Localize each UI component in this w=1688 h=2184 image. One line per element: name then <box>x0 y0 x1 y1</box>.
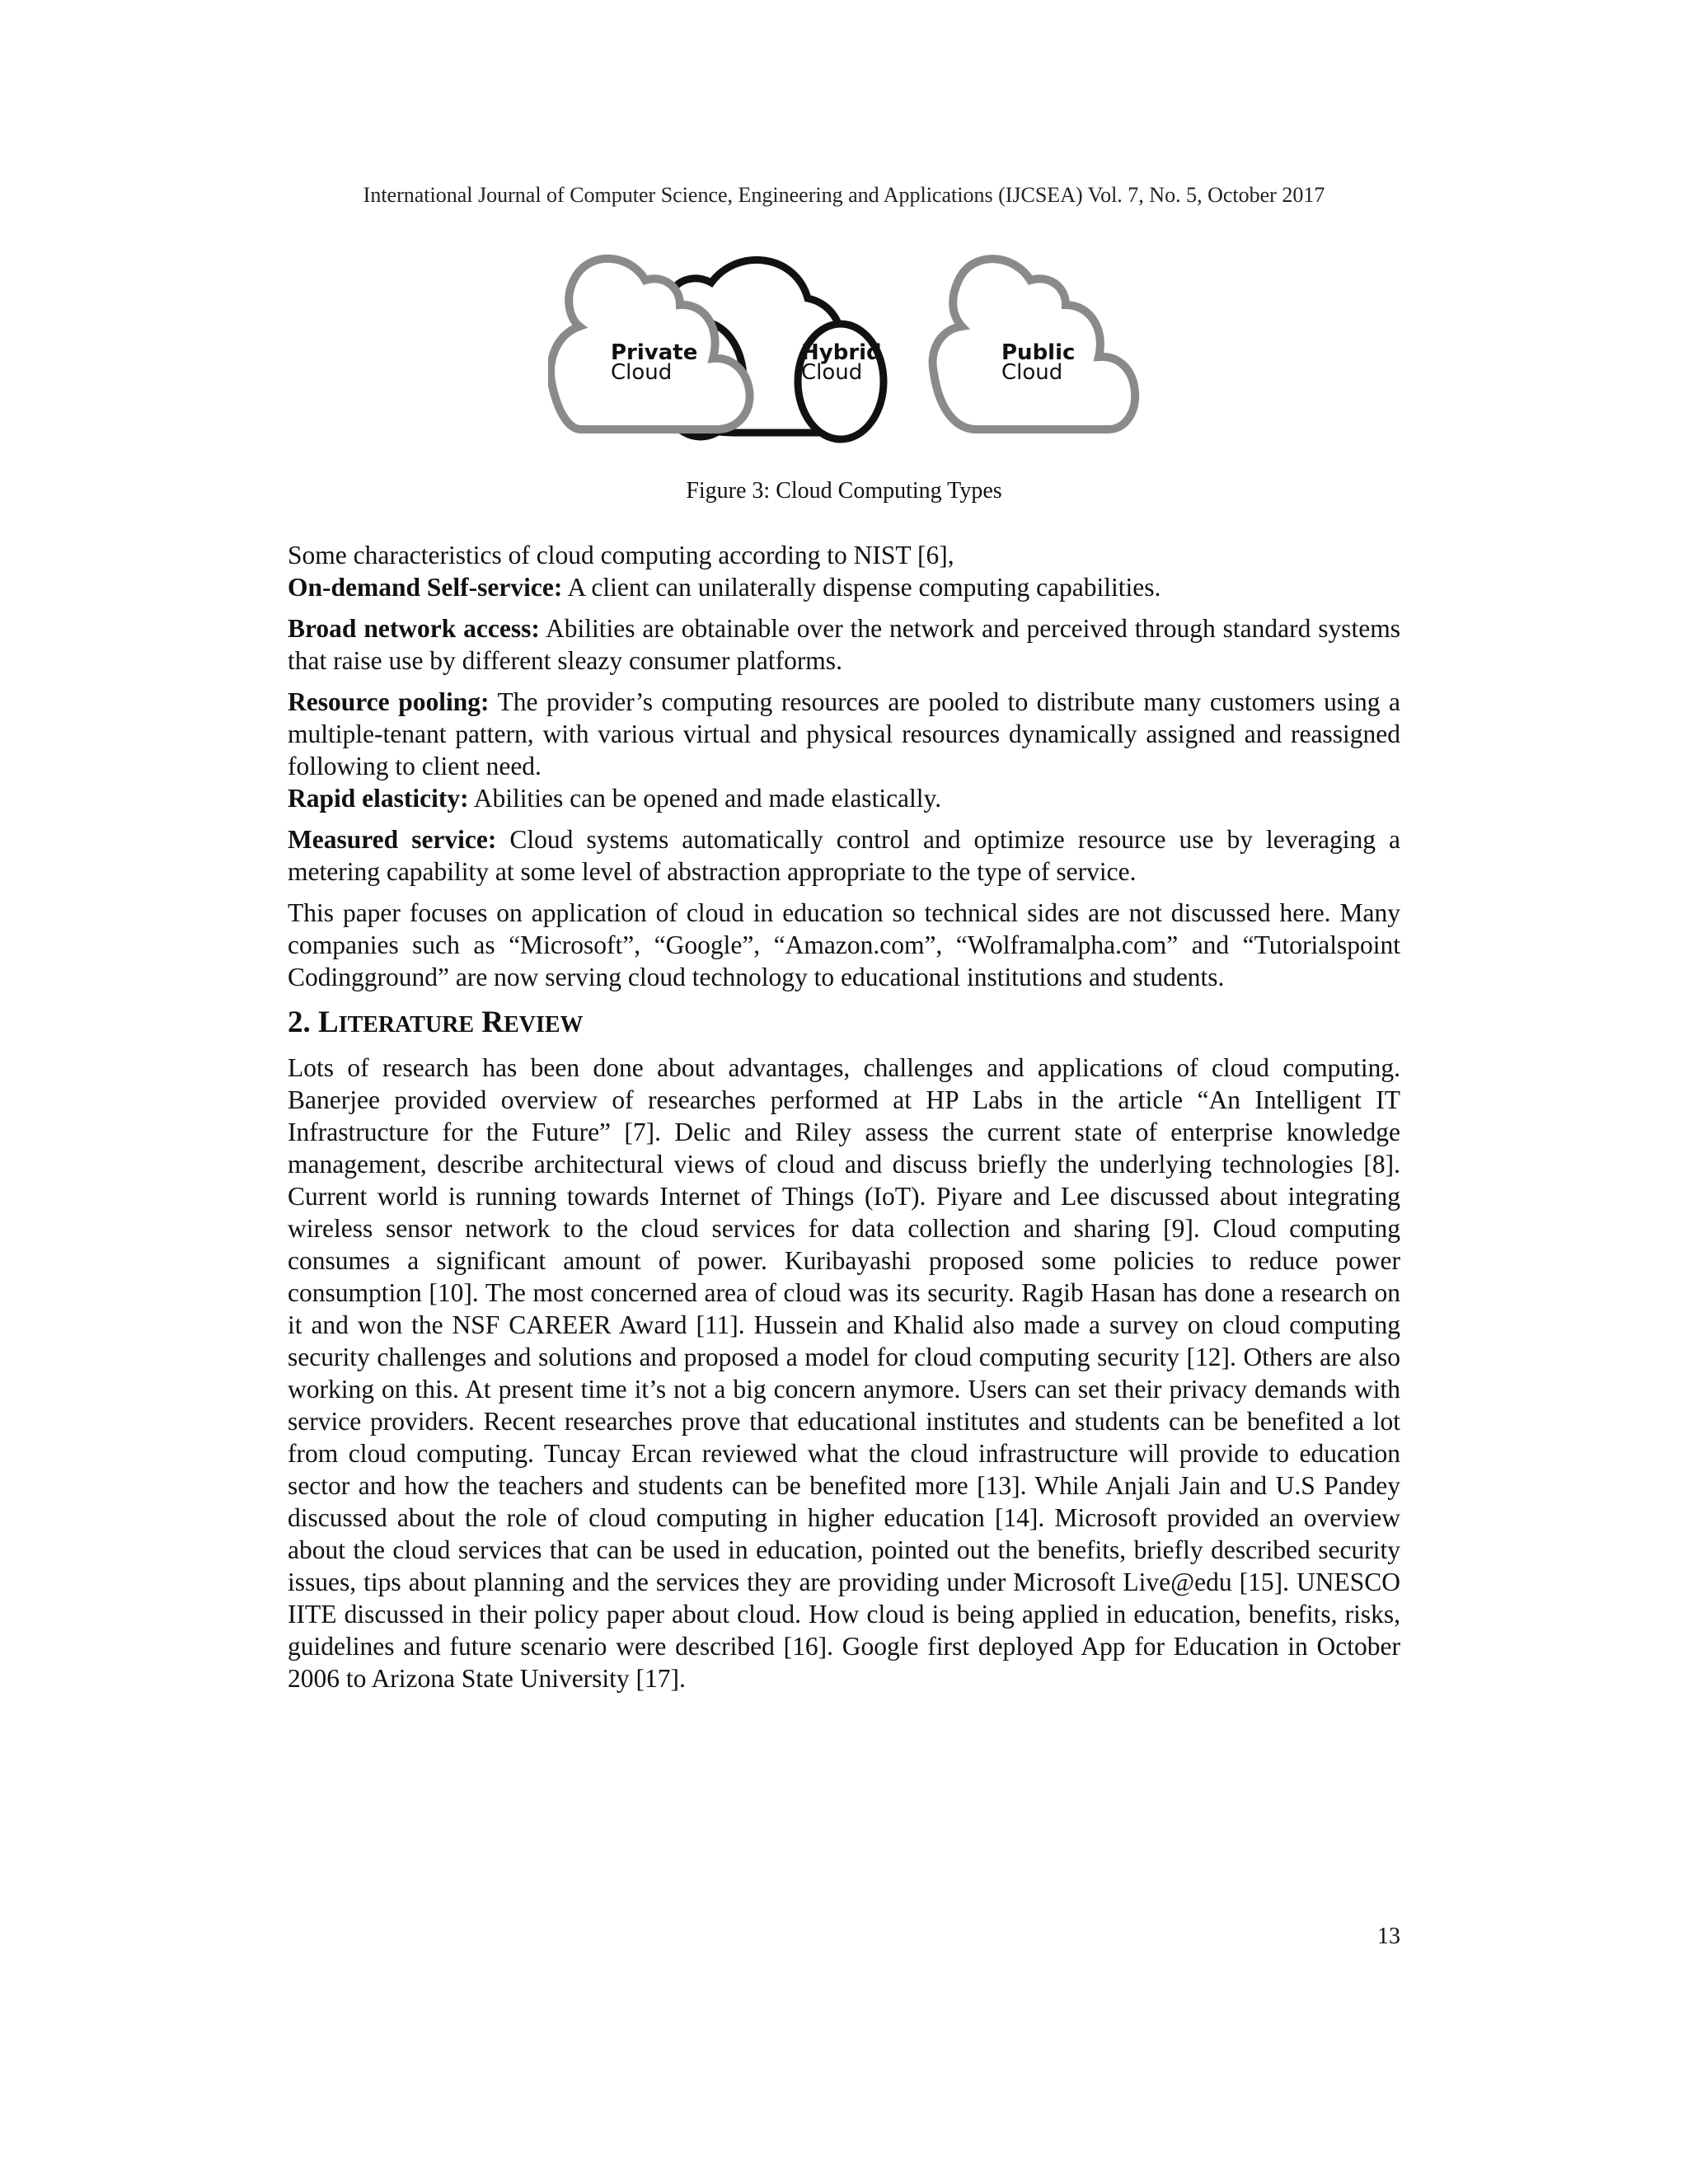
cloud-diagram <box>548 237 1142 443</box>
characteristic-text: Abilities are obtainable over the network and perceived through standard systems that raise use by different sleazy consumer platforms. <box>288 614 1400 675</box>
section-title-smallcaps: EVIEW <box>504 1012 584 1038</box>
characteristic-term: On-demand Self-service: <box>288 573 563 602</box>
characteristic-term: Measured service: <box>288 825 497 854</box>
characteristic-text: Abilities can be opened and made elastically. <box>468 784 942 813</box>
literature-review-paragraph: Lots of research has been done about advantages, challenges and applications of cloud computing. Banerjee provided overview of researches performed at HP Labs in the article “An Intelligent IT Infrastructure for the Future” [7]. Delic and Riley assess the current state of enterprise knowledge management, describe architectural views of cloud and discuss briefly the underlying technologies [8]. Current world is running towards Internet of Things (IoT). Piyare and Lee discussed about integrating wireless sensor network to the cloud services for data collection and sharing [9]. Cloud computing consumes a significant amount of power. Kuribayashi proposed some policies to reduce power consumption [10]. The most concerned area of cloud was its security. Ragib Hasan has done a research on it and won the NSF CAREER Award [11]. Hussein and Khalid also made a survey on cloud computing security challenges and solutions and proposed a model for cloud computing security [12]. Others are also working on this. At present time it’s not a big concern anymore. Users can set their privacy demands with service providers. Recent researches prove that educational institutes and students can be benefited a lot from cloud computing. Tuncay Ercan reviewed what the cloud infrastructure will provide to education sector and how the teachers and students can be benefited more [13]. While Anjali Jain and U.S Pandey discussed about the role of cloud computing in higher education [14]. Microsoft provided an overview about the cloud services that can be used in education, pointed out the benefits, briefly described security issues, tips about planning and the services they are providing under Microsoft Live@edu [15]. UNESCO IITE discussed in their policy paper about cloud. How cloud is being applied in education, benefits, risks, guidelines and future scenario were described [16]. Google first deployed App for Education in October 2006 to Arizona State University [17]. <box>288 1053 1400 1693</box>
private-cloud-label: Cloud <box>611 360 673 385</box>
characteristic-text: The provider’s computing resources are pooled to distribute many customers using a multiple-tenant pattern, with various virtual and physical resources dynamically assigned and reassigned following to client need. <box>288 687 1401 780</box>
section-title-smallcaps: ITERATURE <box>338 1012 475 1038</box>
page-body <box>288 539 1400 1704</box>
section-title-initial: L <box>318 1005 339 1039</box>
characteristic-term: Resource pooling: <box>288 687 490 716</box>
intro-paragraph: Some characteristics of cloud computing according to NIST [6], <box>288 541 954 569</box>
running-header: International Journal of Computer Science, Engineering and Applications (IJCSEA) Vol. 7, No. 5, October 2017 <box>363 183 1325 207</box>
characteristic-on-demand <box>288 571 1400 603</box>
section-title-initial: R <box>481 1005 504 1039</box>
cloud-types-figure <box>548 237 1142 443</box>
characteristic-resource-pooling <box>288 686 1400 782</box>
public-cloud-label: Cloud <box>1001 360 1063 385</box>
characteristic-text: A client can unilaterally dispense computing capabilities. <box>562 573 1161 602</box>
page-number: 13 <box>1377 1924 1400 1949</box>
characteristic-term: Rapid elasticity: <box>288 784 469 813</box>
characteristic-term: Broad network access: <box>288 614 540 643</box>
hybrid-cloud-label-bold: Hybrid <box>801 340 882 365</box>
characteristic-measured-service <box>288 823 1400 888</box>
section-number: 2. <box>288 1005 311 1039</box>
closing-paragraph: This paper focuses on application of cloud in education so technical sides are not discussed here. Many companies such as “Microsoft”, “Google”, “Amazon.com”, “Wolframalpha.com” and “Tutorialspoint Codingground” are now serving cloud technology to educational institutions and students. <box>288 898 1400 991</box>
characteristic-text: Cloud systems automatically control and optimize resource use by leveraging a metering capability at some level of abstraction appropriate to the type of service. <box>288 825 1400 886</box>
characteristic-rapid-elasticity <box>288 782 1400 814</box>
hybrid-cloud-label: Cloud <box>801 360 863 385</box>
figure-caption: Figure 3: Cloud Computing Types <box>686 478 1002 504</box>
public-cloud-label-bold: Public <box>1001 340 1076 365</box>
private-cloud-label-bold: Private <box>611 340 698 365</box>
characteristic-broad-network <box>288 612 1400 677</box>
section-heading <box>288 1005 1400 1043</box>
